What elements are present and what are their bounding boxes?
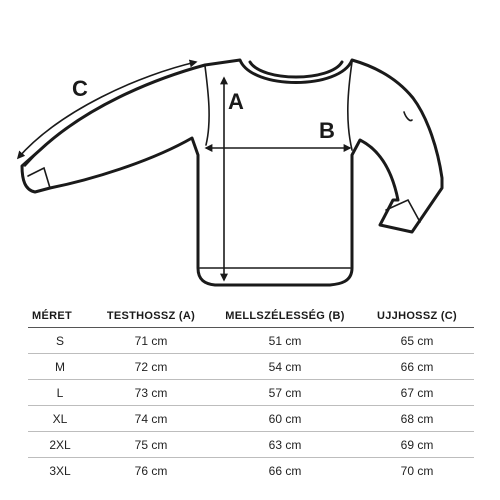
cell-body-length: 71 cm	[92, 328, 210, 354]
cell-body-length: 75 cm	[92, 432, 210, 458]
cell-size: M	[28, 354, 92, 380]
cell-size: 3XL	[49, 463, 71, 478]
cell-chest-width: 54 cm	[210, 354, 360, 380]
cell-body-length: 73 cm	[92, 380, 210, 406]
table-row	[28, 380, 474, 406]
size-table	[28, 305, 474, 483]
cell-size: 2XL	[28, 432, 92, 458]
cell-size: L	[28, 380, 92, 406]
header-chest-width: MELLSZÉLESSÉG (B)	[210, 305, 360, 328]
cell-body-length: 74 cm	[92, 406, 210, 432]
cell-sleeve-length: 65 cm	[360, 328, 474, 354]
header-body-length: TESTHOSSZ (A)	[92, 305, 210, 328]
cell-chest-width: 60 cm	[210, 406, 360, 432]
cell-sleeve-length: 69 cm	[360, 432, 474, 458]
table-row	[28, 432, 474, 458]
label-c: C	[72, 76, 88, 101]
cell-sleeve-length: 67 cm	[360, 380, 474, 406]
cell-size: S	[28, 328, 92, 354]
table-row	[28, 328, 474, 354]
cell-chest-width: 51 cm	[210, 328, 360, 354]
table-header-row	[28, 305, 474, 328]
cell-chest-width: 63 cm	[210, 432, 360, 458]
label-b: B	[319, 118, 335, 143]
table-row	[28, 354, 474, 380]
cell-body-length: 72 cm	[92, 354, 210, 380]
cell-chest-width: 66 cm	[268, 463, 302, 478]
header-sleeve-length: UJJHOSSZ (C)	[360, 305, 474, 328]
header-size: MÉRET	[28, 305, 92, 328]
cell-sleeve-length: 68 cm	[360, 406, 474, 432]
sweatshirt-neckline	[250, 62, 342, 77]
cell-body-length: 76 cm	[134, 463, 168, 478]
table-row	[28, 406, 474, 432]
table-row	[28, 458, 474, 484]
cell-chest-width: 57 cm	[210, 380, 360, 406]
cell-size: XL	[28, 406, 92, 432]
label-a: A	[228, 89, 244, 114]
cell-sleeve-length: 66 cm	[360, 354, 474, 380]
cell-sleeve-length: 70 cm	[400, 463, 434, 478]
